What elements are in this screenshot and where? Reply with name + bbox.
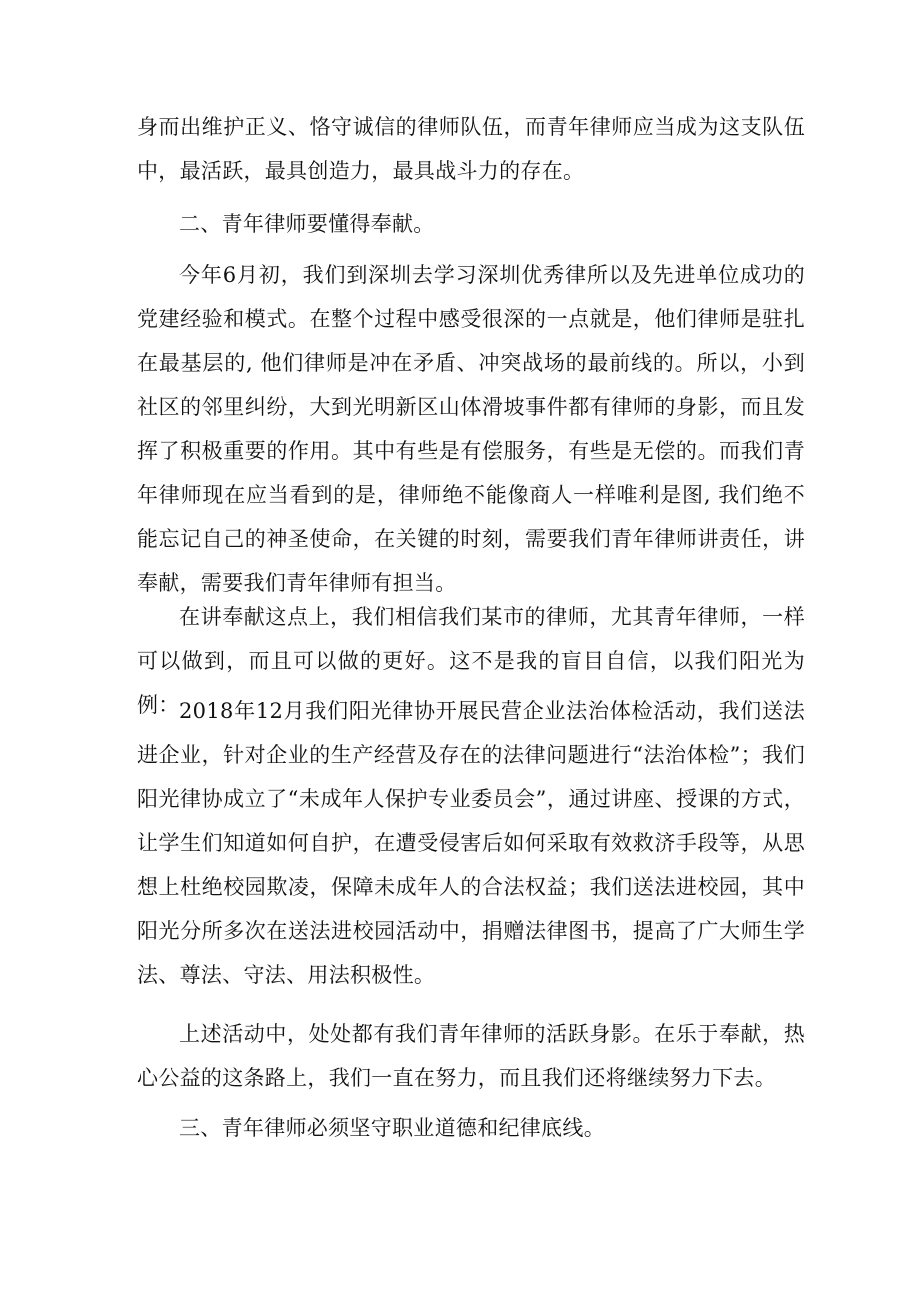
paragraph-block [137,689,805,997]
section-heading-2: 二、青年律师要懂得奉献。 [179,212,435,236]
continued-paragraph-block [137,105,805,193]
section-heading-block [137,202,805,246]
paragraph-continuation: 身而出维护正义、恪守诚信的律师队伍，而青年律师应当成为这支队伍中，最活跃，最具创造力，最具战斗力的存在。 [137,115,805,183]
paragraph-dedication: 在讲奉献这点上，我们相信我们某市的律师，尤其青年律师，一样可以做到，而且可以做的更好。这不是我的盲目自信，以我们阳光为例： [137,605,805,717]
paragraph-summary: 上述活动中，处处都有我们青年律师的活跃身影。在乐于奉献，热心公益的这条路上，我们一直在努力，而且我们还将继续努力下去。 [137,1022,805,1090]
section-heading-block [137,1106,805,1150]
paragraph-block [137,1012,805,1100]
paragraph-shenzhen-study: 今年6月初，我们到深圳去学习深圳优秀律所以及先进单位成功的党建经验和模式。在整个过程中感受很深的一点就是，他们律师是驻扎在最基层的, 他们律师是冲在矛盾、冲突战场的最前线的。所以，小到社区的邻里纠纷，大到光明新区山体滑坡事件都有律师的身影，而且发挥了积极重要的作用。其中有些是有偿服务，有些是无偿的。而我们青年律师现在应当看到的是，律师绝不能像商人一样唯利是图, 我们绝不能忘记自己的神圣使命，在关键的时刻，需要我们青年律师讲责任，讲奉献，需要我们青年律师有担当。 [137,263,805,595]
paragraph-2018-activities: 2018年12月我们阳光律协开展民营企业法治体检活动，我们送法进企业，针对企业的生产经营及存在的法律问题进行“法治体检”；我们阳光律协成立了“未成年人保护专业委员会”，通过讲座、授课的方式，让学生们知道如何自护，在遭受侵害后如何采取有效救济手段等，从思想上杜绝校园欺凌，保障未成年人的合法权益；我们送法进校园，其中阳光分所多次在送法进校园活动中，捐赠法律图书，提高了广大师生学法、尊法、守法、用法积极性。 [137,699,805,987]
section-heading-3: 三、青年律师必须坚守职业道德和纪律底线。 [179,1116,605,1140]
paragraph-block [137,253,805,605]
